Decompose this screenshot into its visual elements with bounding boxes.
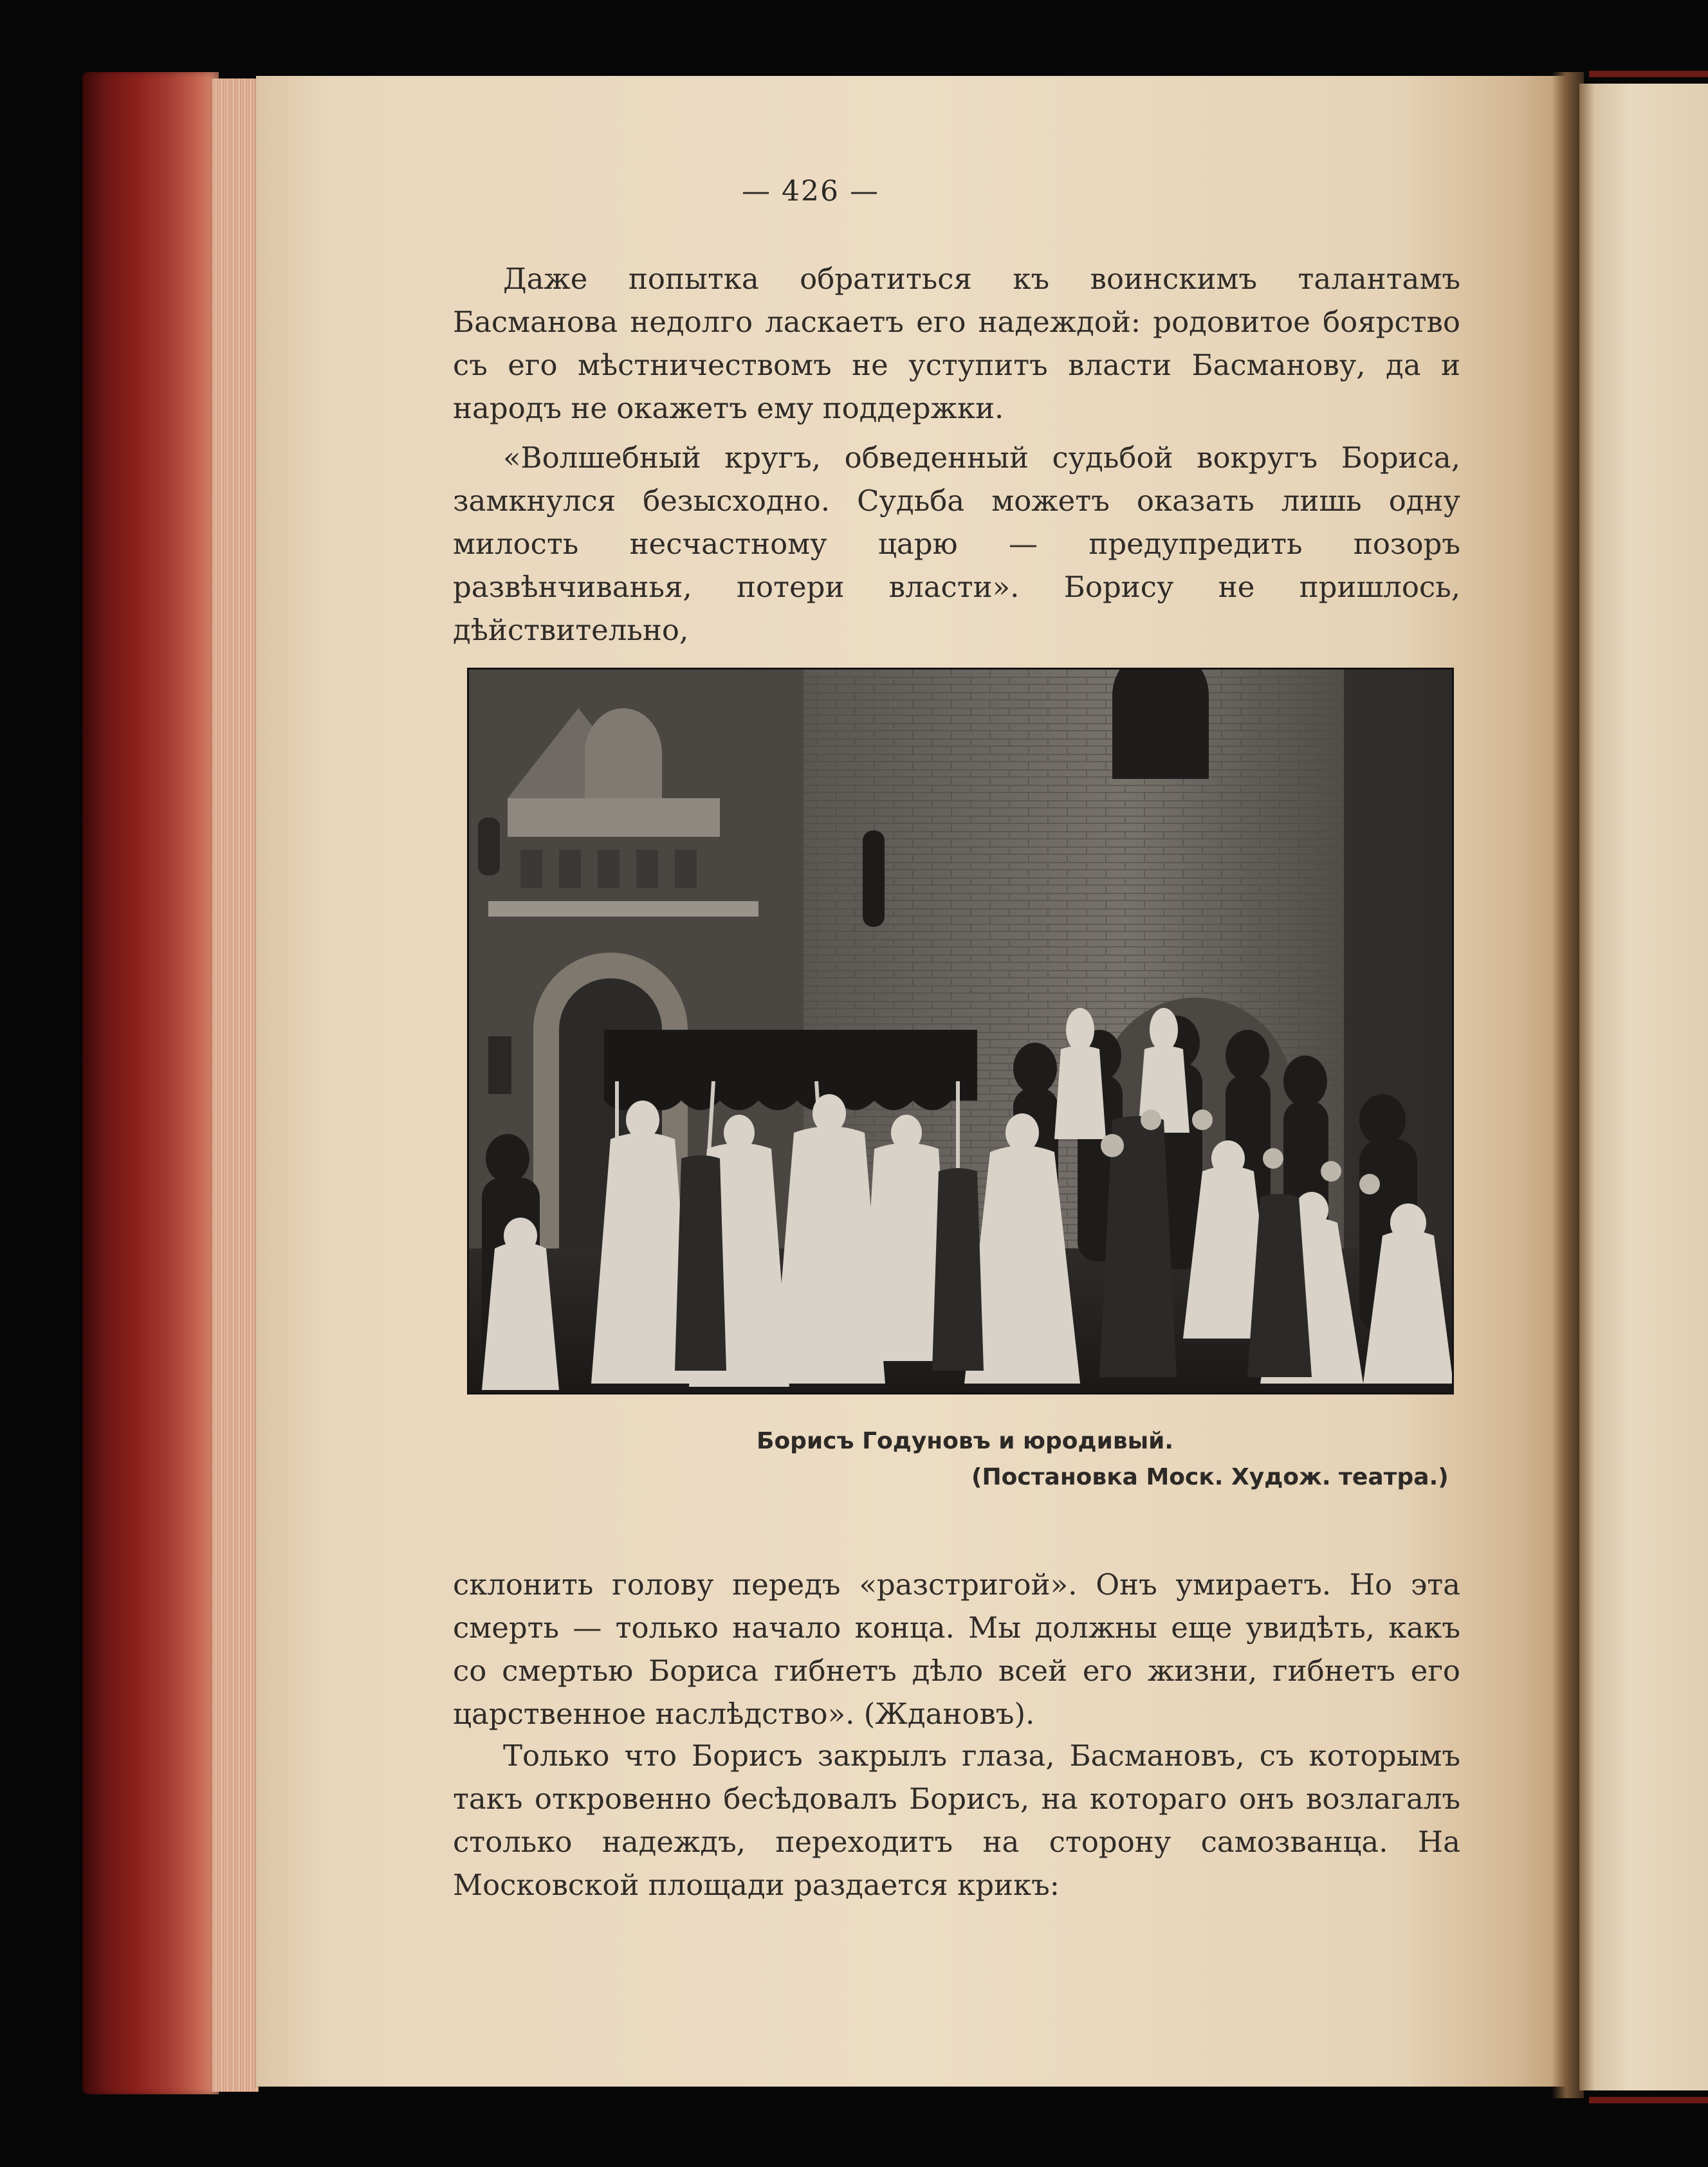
- figure-caption-note: (Постановка Моск. Худож. театра.): [971, 1464, 1449, 1490]
- facing-page: [1579, 84, 1708, 2090]
- paragraph-3: склонить голову передъ «разстригой». Онъ умираетъ. Но эта смерть — только начало конца. Мы должны еще увидѣть, какъ со смертью Бориса гибнетъ дѣло всей его жизни, гибнетъ его царственное наслѣдство». (Ждановъ).: [453, 1568, 1460, 1731]
- paragraph-1: Даже попытка обратиться къ воинскимъ талантамъ Басманова недолго ласкаетъ его надеждой: родовитое боярство съ его мѣстничествомъ не уступитъ власти Басманову, да и народъ не окажетъ ему поддержки.: [453, 262, 1460, 425]
- paragraph-2: «Волшебный кругъ, обведенный судьбой вокругъ Бориса, замкнулся безысходно. Судьба можетъ оказать лишь одну милость несчастному царю — предупредить позоръ развѣнчиванья, потери власти». Борису не пришлось, дѣйствительно,: [453, 441, 1460, 647]
- page-number: — 426 —: [742, 175, 879, 208]
- page-stack-edge: [212, 78, 259, 2092]
- theatre-photograph: [467, 668, 1454, 1394]
- book-cover-edge: [82, 72, 219, 2094]
- figure-caption-title: Борисъ Годуновъ и юродивый.: [757, 1428, 1174, 1454]
- paragraph-4: Только что Борисъ закрылъ глаза, Басмановъ, съ которымъ такъ откровенно бесѣдовалъ Борисъ, на котораго онъ возлагалъ столько надеждъ, переходитъ на сторону самозванца. На Московской площади раздается крикъ:: [453, 1739, 1460, 1902]
